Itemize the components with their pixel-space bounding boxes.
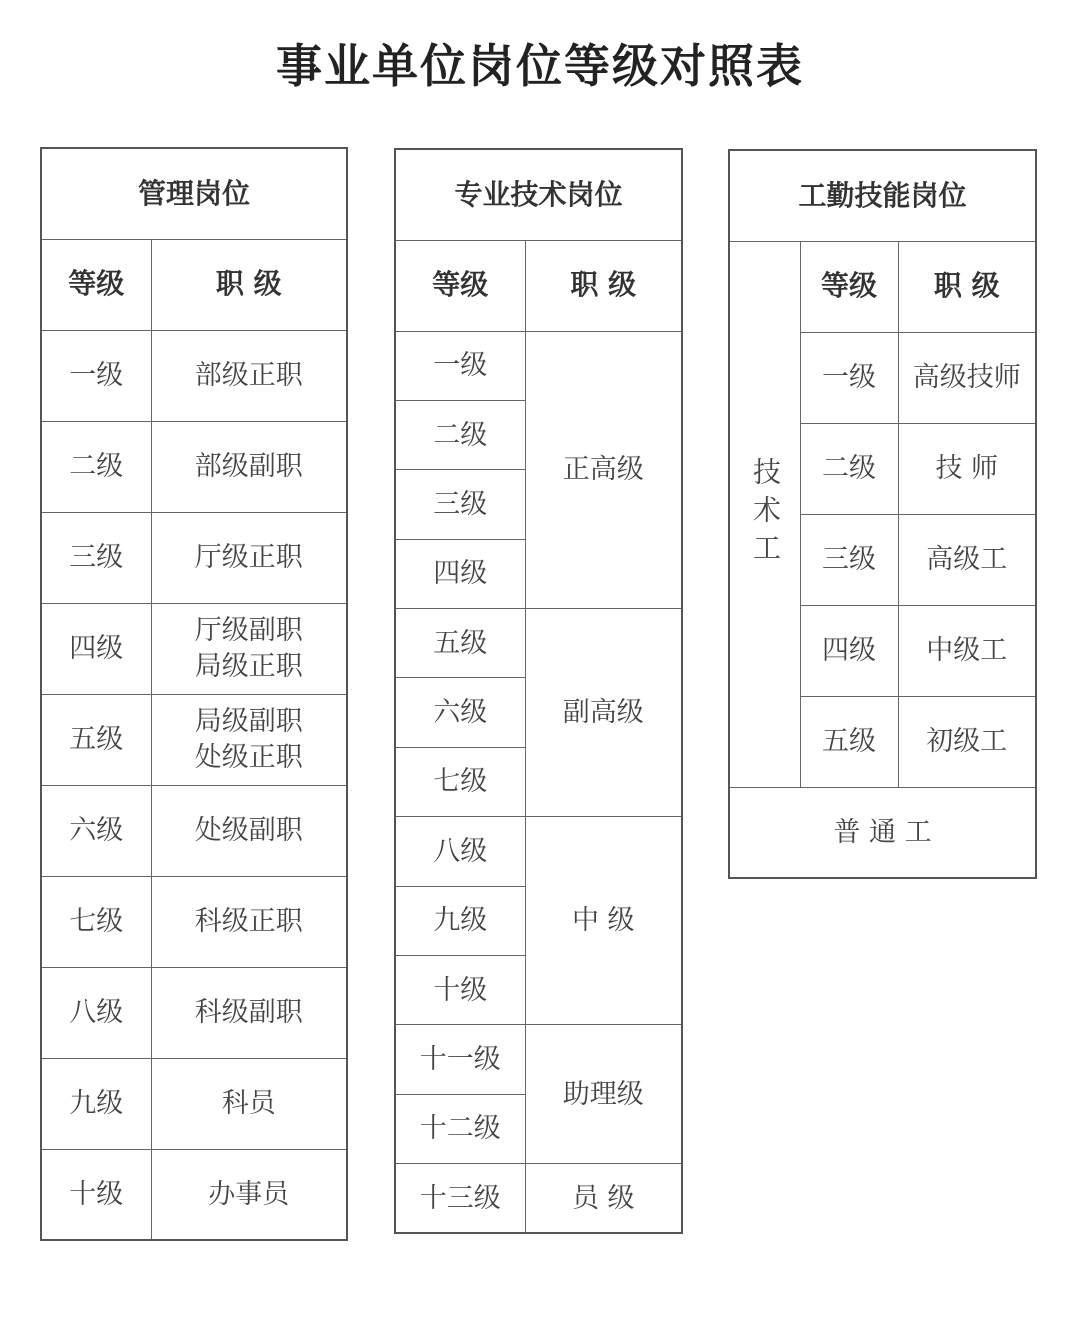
table-row bbox=[41, 421, 347, 512]
grade-cell: 九级 bbox=[395, 886, 525, 955]
grade-cell: 五级 bbox=[395, 609, 525, 678]
worker-side-label: 技术工 bbox=[729, 241, 800, 787]
rank-cell bbox=[151, 1058, 347, 1149]
grade-cell: 四级 bbox=[800, 605, 898, 696]
group-cell: 中 级 bbox=[525, 817, 682, 1025]
grade-cell: 四级 bbox=[41, 603, 151, 694]
table-row bbox=[41, 512, 347, 603]
rank-line: 处级正职 bbox=[194, 741, 303, 773]
grade-cell: 十二级 bbox=[395, 1094, 525, 1163]
grade-cell: 一级 bbox=[395, 331, 525, 400]
table-row bbox=[41, 876, 347, 967]
rank-cell: 高级工 bbox=[898, 514, 1036, 605]
grade-cell: 五级 bbox=[41, 694, 151, 785]
grade-cell: 三级 bbox=[395, 470, 525, 539]
rank-cell: 初级工 bbox=[898, 696, 1036, 787]
rank-line: 办事员 bbox=[208, 1178, 290, 1210]
professional-header: 专业技术岗位 bbox=[395, 149, 682, 240]
table-row bbox=[41, 967, 347, 1058]
worker-table bbox=[728, 149, 1037, 879]
professional-col-grade: 等级 bbox=[395, 240, 525, 331]
grade-cell: 一级 bbox=[41, 330, 151, 421]
grade-cell: 一级 bbox=[800, 332, 898, 423]
grade-cell: 二级 bbox=[395, 400, 525, 469]
grade-cell: 六级 bbox=[395, 678, 525, 747]
rank-line: 科员 bbox=[221, 1087, 276, 1119]
table-row bbox=[41, 603, 347, 694]
grade-cell: 九级 bbox=[41, 1058, 151, 1149]
professional-table bbox=[394, 148, 683, 1234]
rank-cell bbox=[151, 694, 347, 785]
table-row bbox=[395, 1164, 682, 1233]
table-row bbox=[395, 1025, 682, 1094]
group-cell: 助理级 bbox=[525, 1025, 682, 1164]
grade-cell: 二级 bbox=[800, 423, 898, 514]
table-row bbox=[395, 331, 682, 400]
group-cell: 副高级 bbox=[525, 609, 682, 817]
table-row bbox=[395, 609, 682, 678]
table-row bbox=[395, 817, 682, 886]
grade-cell: 七级 bbox=[41, 876, 151, 967]
table-row bbox=[41, 330, 347, 421]
grade-cell: 三级 bbox=[800, 514, 898, 605]
management-col-grade: 等级 bbox=[41, 239, 151, 330]
rank-cell bbox=[151, 876, 347, 967]
rank-cell bbox=[151, 421, 347, 512]
table-row bbox=[41, 1149, 347, 1240]
group-cell: 正高级 bbox=[525, 331, 682, 609]
rank-line: 厅级副职 bbox=[194, 615, 303, 647]
grade-cell: 十级 bbox=[395, 956, 525, 1025]
table-row bbox=[41, 1058, 347, 1149]
rank-cell bbox=[151, 603, 347, 694]
worker-col-rank: 职 级 bbox=[898, 241, 1036, 332]
grade-cell: 八级 bbox=[41, 967, 151, 1058]
grade-cell: 四级 bbox=[395, 539, 525, 608]
rank-cell bbox=[151, 967, 347, 1058]
professional-col-rank: 职 级 bbox=[525, 240, 682, 331]
group-cell: 员 级 bbox=[525, 1164, 682, 1233]
table-row bbox=[729, 787, 1036, 878]
grade-cell: 二级 bbox=[41, 421, 151, 512]
rank-line: 科级副职 bbox=[194, 996, 303, 1028]
rank-cell bbox=[151, 330, 347, 421]
table-row bbox=[41, 785, 347, 876]
rank-line: 部级副职 bbox=[194, 450, 303, 482]
grade-cell: 六级 bbox=[41, 785, 151, 876]
grade-cell: 七级 bbox=[395, 747, 525, 816]
grade-cell: 五级 bbox=[800, 696, 898, 787]
management-col-rank: 职 级 bbox=[151, 239, 347, 330]
worker-header: 工勤技能岗位 bbox=[729, 150, 1036, 241]
general-worker-cell: 普 通 工 bbox=[729, 787, 1036, 878]
rank-line: 部级正职 bbox=[194, 359, 303, 391]
grade-cell: 八级 bbox=[395, 817, 525, 886]
management-header: 管理岗位 bbox=[41, 148, 347, 239]
grade-cell: 十一级 bbox=[395, 1025, 525, 1094]
rank-line: 厅级正职 bbox=[194, 541, 303, 573]
rank-line: 局级副职 bbox=[194, 706, 303, 738]
grade-cell: 十级 bbox=[41, 1149, 151, 1240]
rank-line: 科级正职 bbox=[194, 905, 303, 937]
rank-cell: 中级工 bbox=[898, 605, 1036, 696]
management-table bbox=[40, 147, 348, 1241]
rank-cell: 技 师 bbox=[898, 423, 1036, 514]
worker-col-grade: 等级 bbox=[800, 241, 898, 332]
table-row bbox=[41, 694, 347, 785]
rank-line: 局级正职 bbox=[194, 650, 303, 682]
page-title: 事业单位岗位等级对照表 bbox=[276, 39, 804, 93]
rank-cell bbox=[151, 1149, 347, 1240]
rank-line: 处级副职 bbox=[194, 814, 303, 846]
rank-cell: 高级技师 bbox=[898, 332, 1036, 423]
rank-cell bbox=[151, 512, 347, 603]
rank-cell bbox=[151, 785, 347, 876]
grade-cell: 三级 bbox=[41, 512, 151, 603]
grade-cell: 十三级 bbox=[395, 1164, 525, 1233]
